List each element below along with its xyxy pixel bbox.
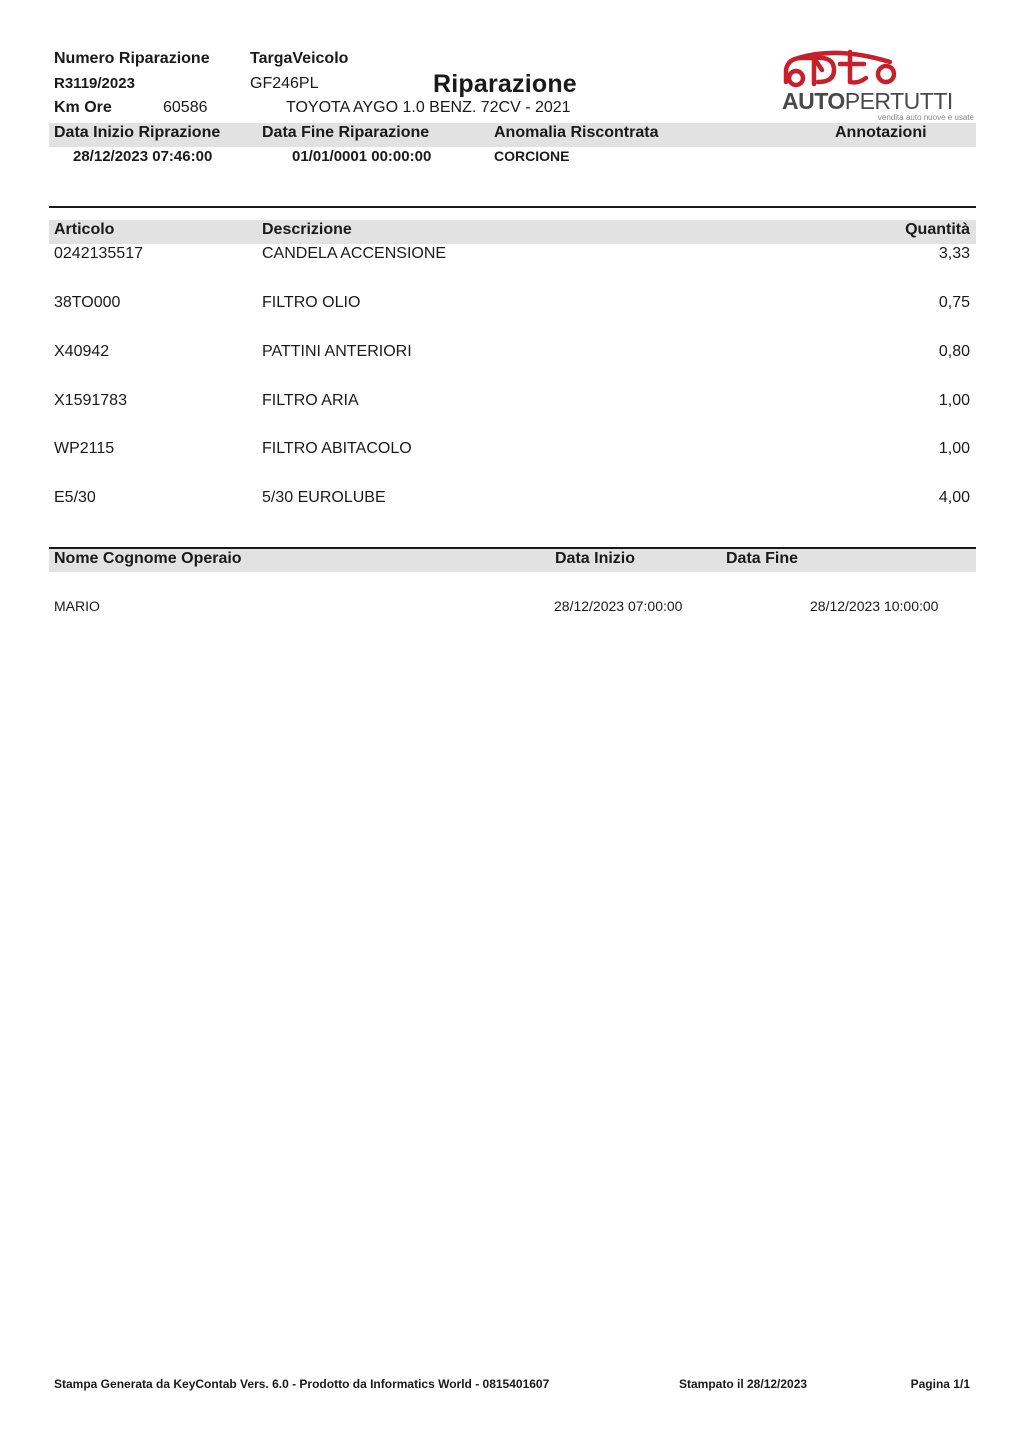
operaio-header: Nome Cognome Operaio (54, 550, 242, 567)
anomalia-header: Anomalia Riscontrata (494, 124, 659, 141)
numero-riparazione-value: R3119/2023 (54, 75, 135, 92)
km-ore-label: Km Ore (54, 99, 112, 116)
articolo-cell: X40942 (54, 343, 110, 360)
table-row (0, 294, 1024, 318)
logo-tagline: vendita auto nuove e usate (877, 113, 974, 122)
articles-header-band (49, 220, 976, 244)
descrizione-cell: CANDELA ACCENSIONE (262, 245, 447, 262)
descrizione-cell: PATTINI ANTERIORI (262, 343, 412, 360)
table-row (0, 440, 1024, 464)
targa-label: TargaVeicolo (250, 50, 349, 67)
articolo-cell: 38TO000 (54, 294, 121, 311)
data-inizio-header: Data Inizio Riprazione (54, 124, 221, 141)
footer-generated: Stampa Generata da KeyContab Vers. 6.0 - Prodotto da Informatics World - 0815401607 (54, 1377, 550, 1391)
logo-wordmark: AUTOPERTUTTI (782, 88, 953, 114)
data-inizio-value: 28/12/2023 07:46:00 (73, 148, 213, 165)
quantita-cell: 1,00 (938, 440, 970, 457)
km-ore-value: 60586 (163, 99, 208, 116)
page-title: Riparazione (433, 70, 577, 98)
table-row (0, 392, 1024, 416)
table-row (0, 343, 1024, 367)
data-fine-value: 01/01/0001 00:00:00 (292, 148, 432, 165)
annotazioni-header: Annotazioni (835, 124, 927, 141)
articolo-cell: E5/30 (54, 489, 96, 506)
operaio-data-inizio: 28/12/2023 07:00:00 (554, 598, 683, 614)
articolo-header: Articolo (54, 221, 115, 238)
quantita-cell: 0,75 (938, 294, 970, 311)
quantita-cell: 0,80 (938, 343, 970, 360)
quantita-cell: 3,33 (938, 245, 970, 262)
footer-page-number: Pagina 1/1 (910, 1377, 970, 1391)
vehicle-description: TOYOTA AYGO 1.0 BENZ. 72CV - 2021 (286, 99, 571, 116)
data-fine-header: Data Fine Riparazione (262, 124, 430, 141)
table-row (0, 489, 1024, 513)
numero-riparazione-label: Numero Riparazione (54, 50, 210, 67)
descrizione-cell: 5/30 EUROLUBE (262, 489, 386, 506)
descrizione-header: Descrizione (262, 221, 352, 238)
articles-top-rule (49, 206, 976, 208)
footer-printed-date: Stampato il 28/12/2023 (679, 1377, 808, 1391)
descrizione-cell: FILTRO OLIO (262, 294, 361, 311)
descrizione-cell: FILTRO ABITACOLO (262, 440, 412, 457)
articolo-cell: WP2115 (54, 440, 115, 457)
worker-data-inizio-header: Data Inizio (555, 550, 636, 567)
articolo-cell: 0242135517 (54, 245, 143, 262)
quantita-cell: 1,00 (938, 392, 970, 409)
targa-value: GF246PL (250, 75, 319, 92)
articolo-cell: X1591783 (54, 392, 127, 409)
descrizione-cell: FILTRO ARIA (262, 392, 359, 409)
anomalia-value: CORCIONE (494, 148, 570, 164)
operaio-data-fine: 28/12/2023 10:00:00 (810, 598, 939, 614)
worker-data-fine-header: Data Fine (726, 550, 799, 567)
quantita-header: Quantità (905, 221, 970, 238)
operaio-name: MARIO (54, 598, 100, 614)
quantita-cell: 4,00 (938, 489, 970, 506)
table-row (0, 245, 1024, 269)
